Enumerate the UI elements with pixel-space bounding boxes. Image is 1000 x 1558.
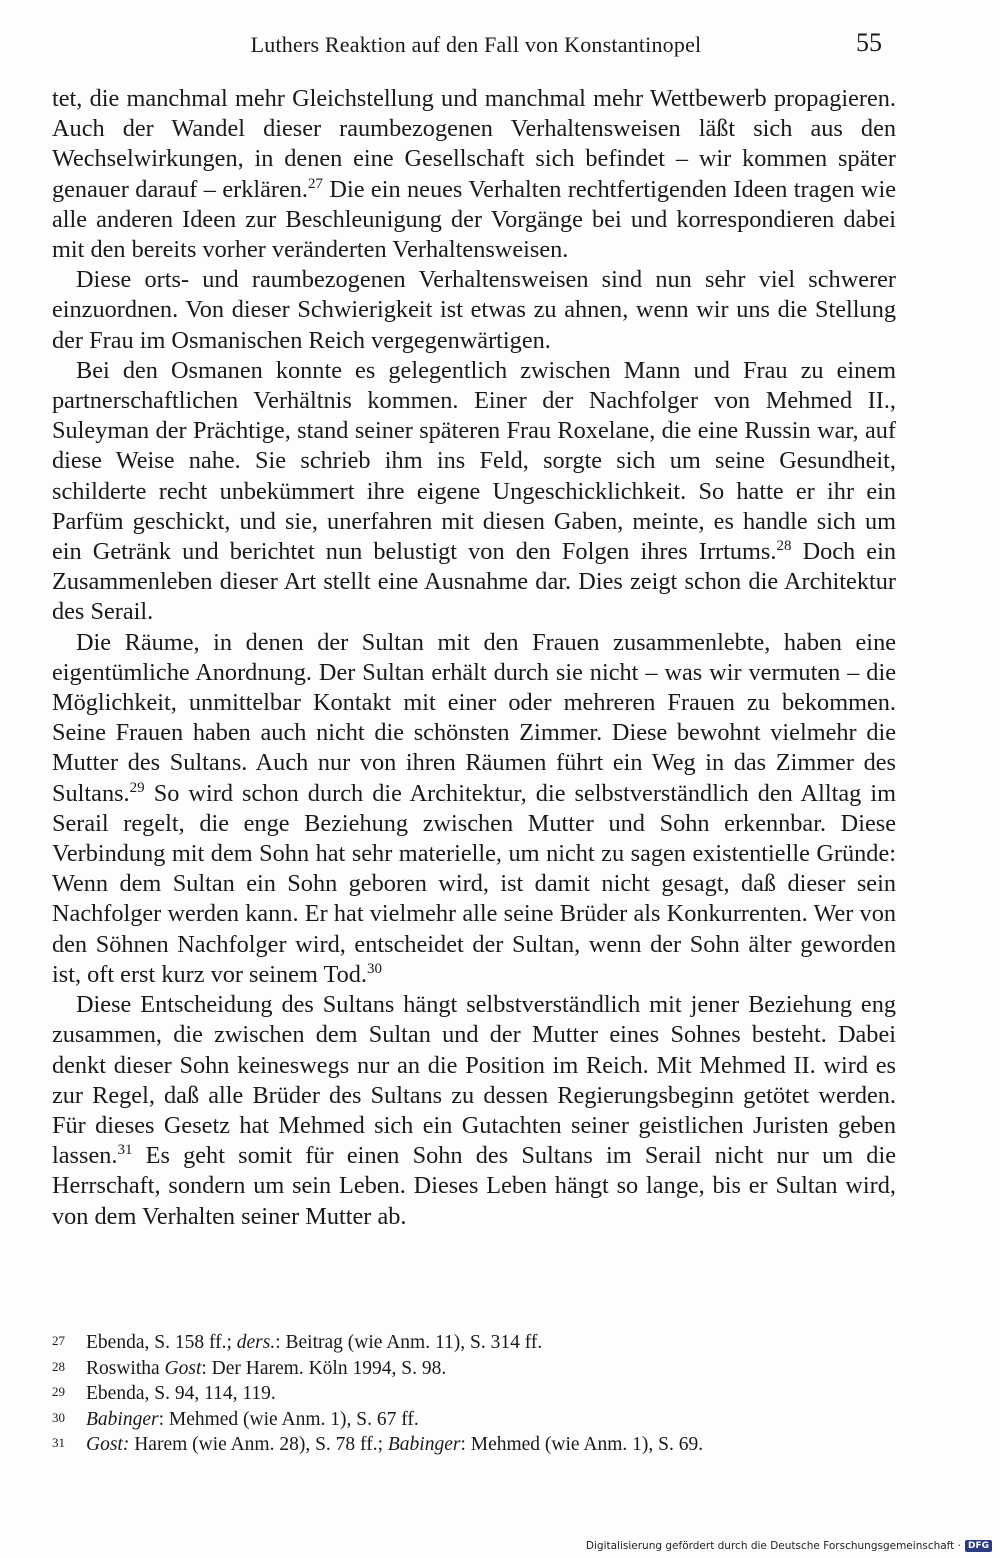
footnote-italic-text: Gost: (86, 1434, 130, 1456)
running-head (52, 28, 900, 64)
footnote-text: : Mehmed (wie Anm. 1), S. 67 ff. (158, 1408, 419, 1430)
paragraph-text: Diese Entscheidung des Sultans hängt selbstverständlich mit jener Beziehung eng zusammen, die zwischen dem Sultan und der Mutter eines Sohnes besteht. Dabei denkt dieser Sohn keineswegs nur an die Position im Reich. Mit Mehmed II. wird es zur Regel, daß alle Brüder des Sultans zu dessen Regierungsbeginn getötet werden. Für dieses Gesetz hat Mehmed sich ein Gutachten seiner geistlichen Juristen geben lassen. (52, 991, 896, 1170)
footnote-ref: 27 (308, 175, 323, 192)
footnote (52, 1330, 896, 1356)
footnote (52, 1432, 896, 1458)
footnote (52, 1381, 896, 1407)
footnote-text: Harem (wie Anm. 28), S. 78 ff.; (129, 1434, 388, 1456)
footnotes (52, 1330, 896, 1458)
page-number: 55 (856, 28, 882, 57)
paragraph-text: Diese orts- und raumbezogenen Verhaltensweisen sind nun sehr viel schwerer einzuordnen. Von dieser Schwierigkeit ist etwas zu ahnen, wenn wir uns die Stellung der Frau im Osmanischen Reich vergegenwärtigen. (52, 266, 896, 354)
footnote-text: : Beitrag (wie Anm. 11), S. 314 ff. (275, 1332, 543, 1353)
footnote-number: 27 (52, 1333, 65, 1348)
body-text (52, 84, 896, 1232)
paragraph-text: Die ein neues Verhalten rechtfertigenden Ideen tragen wie alle anderen Ideen zur Beschleunigung der Vorgänge bei und korrespondieren dabei mit den bereits vorher veränderten Verhaltensweisen. (52, 175, 897, 264)
paragraph-text: Doch ein Zusammenleben dieser Art stellt eine Ausnahme dar. Dies zeigt schon die Architektur des Serail. (52, 538, 896, 626)
paragraph (52, 356, 896, 628)
footnote-italic-text: Gost (164, 1357, 202, 1379)
paragraph (52, 990, 896, 1232)
footnote (52, 1356, 896, 1382)
footnote-text: Ebenda, S. 158 ff.; (86, 1332, 237, 1353)
footnote-ref: 30 (367, 960, 383, 977)
dfg-logo: DFG (965, 1540, 992, 1552)
footnote-italic-text: Babinger (387, 1434, 461, 1456)
paragraph-text: So wird schon durch die Architektur, die selbstverständlich den Alltag im Serail regelt, die enge Beziehung zwischen Mutter und Sohn erkennbar. Diese Verbindung mit dem Sohn hat sehr materielle, um nicht zu sagen existentielle Gründe: Wenn dem Sultan ein Sohn geboren wird, ist damit nicht gesagt, daß dieser sein Nachfolger werden kann. Er hat vielmehr alle seine Brüder als Konkurrenten. Wer von den Söhnen Nachfolger wird, entscheidet der Sultan, wenn der Sohn älter geworden ist, oft erst kurz vor seinem Tod. (52, 779, 896, 988)
footnote-number: 30 (52, 1409, 65, 1425)
footnote-number: 28 (52, 1358, 65, 1374)
footnote-italic-text: ders. (236, 1332, 276, 1353)
paragraph (52, 265, 896, 356)
paragraph-text: Es geht somit für einen Sohn des Sultans im Serail nicht nur um die Herrschaft, sondern um sein Leben. Dieses Leben hängt so lange, bis er Sultan wird, von dem Verhalten seiner Mutter ab. (52, 1142, 896, 1230)
paragraph (52, 84, 896, 265)
footnote-text: Ebenda, S. 94, 114, 119. (86, 1383, 276, 1405)
footnote-text: : Der Harem. Köln 1994, S. 98. (201, 1357, 447, 1379)
footnote-text: : Mehmed (wie Anm. 1), S. 69. (460, 1434, 704, 1456)
digitization-credit (586, 1540, 992, 1552)
paragraph-text: tet, die manchmal mehr Gleichstellung und manchmal mehr Wettbewerb propagieren. Auch der Wandel dieser raumbezogenen Verhaltensweisen läßt sich aus den Wechselwirkungen, in denen eine Gesellschaft sich befindet – wir kommen später genauer darauf – erklären. (52, 85, 896, 203)
running-title: Luthers Reaktion auf den Fall von Konstantinopel (250, 32, 702, 57)
credit-text: Digitalisierung gefördert durch die Deutsche Forschungsgemeinschaft · (585, 1540, 961, 1552)
footnote-number: 29 (52, 1384, 65, 1400)
paragraph-text: Die Räume, in denen der Sultan mit den Frauen zusammenlebte, haben eine eigentümliche Anordnung. Der Sultan erhält durch sie nicht – was wir vermuten – die Möglichkeit, unmittelbar Kontakt mit einer oder mehreren Frauen zu bekommen. Seine Frauen haben auch nicht die schönsten Zimmer. Diese bewohnt vielmehr die Mutter des Sultans. Auch nur von ihren Räumen führt ein Weg in das Zimmer des Sultans. (52, 628, 896, 807)
paragraph-text: Bei den Osmanen konnte es gelegentlich zwischen Mann und Frau zu einem partnerschaftlichen Verhältnis kommen. Einer der Nachfolger von Mehmed II., Suleyman der Prächtige, stand seiner späteren Frau Roxelane, die eine Russin war, auf diese Weise nahe. Sie schrieb ihm ins Feld, sorgte sich um seine Gesundheit, schilderte recht unbekümmert ihre eigene Ungeschicklichkeit. So hatte er ihr ein Parfüm geschickt, und sie, unerfahren mit diesen Gaben, meinte, es handle sich um ein Getränk und berichtet nun belustigt von den Folgen ihres Irrtums. (52, 356, 896, 566)
footnote-text: Roswitha (86, 1357, 165, 1379)
paragraph (52, 628, 896, 990)
footnote-ref: 29 (129, 779, 145, 796)
footnote-ref: 31 (117, 1142, 133, 1159)
footnote-ref: 28 (776, 538, 792, 555)
footnote-italic-text: Babinger (86, 1408, 159, 1430)
footnote-number: 31 (52, 1435, 65, 1451)
footnote (52, 1407, 896, 1433)
